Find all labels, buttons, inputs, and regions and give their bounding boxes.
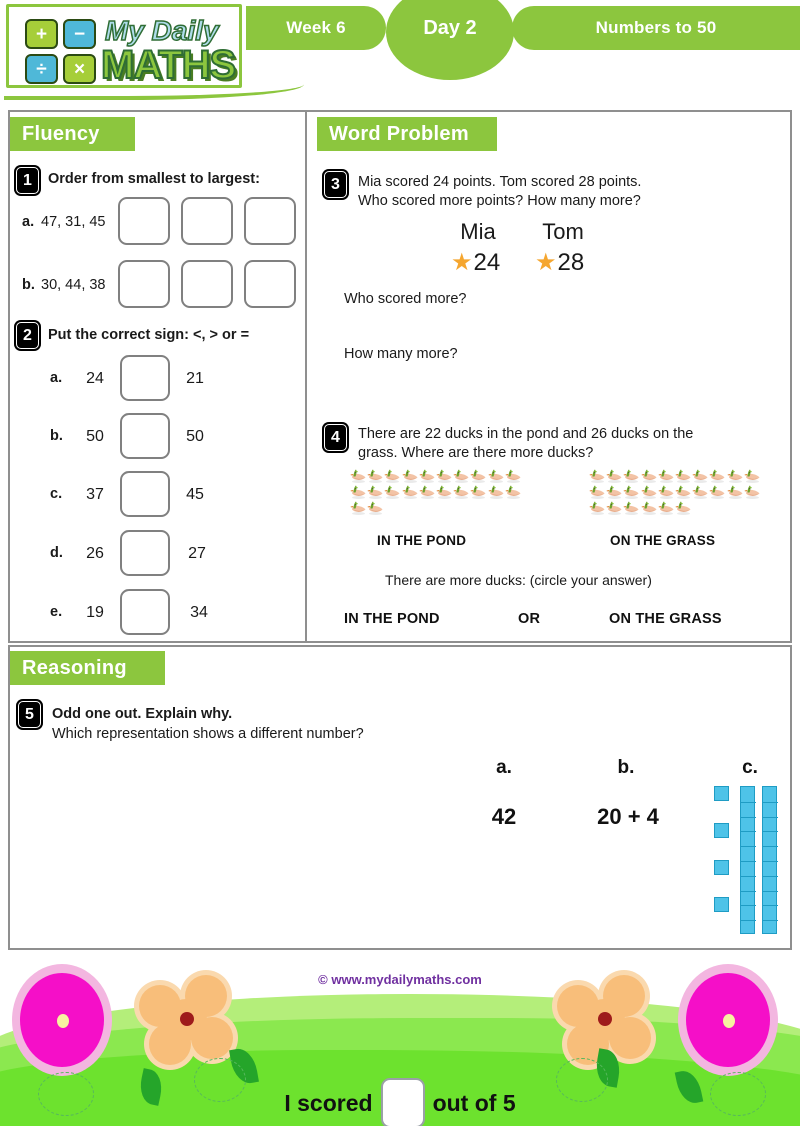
duck-icon xyxy=(691,484,708,500)
q2-row-a-box[interactable] xyxy=(120,355,170,401)
duck-icon xyxy=(605,500,622,516)
flower-center xyxy=(57,1014,69,1028)
question-2-prompt: Put the correct sign: <, > or = xyxy=(48,327,250,343)
q1-row-b-box-2[interactable] xyxy=(181,260,233,308)
q1-row-b-box-3[interactable] xyxy=(244,260,296,308)
question-5-prompt-line2: Which representation shows a different number? xyxy=(52,726,364,742)
duck-icon xyxy=(640,500,657,516)
score-name-mia: Mia xyxy=(460,219,496,244)
duck-icon xyxy=(383,468,400,484)
question-3-sub-1: Who scored more? xyxy=(344,291,467,307)
duck-icon xyxy=(383,484,400,500)
duck-icon xyxy=(366,500,383,516)
duck-icon xyxy=(640,484,657,500)
duck-icon xyxy=(588,500,605,516)
flower-center xyxy=(180,1012,194,1026)
duck-icon xyxy=(743,484,760,500)
duck-icon xyxy=(657,468,674,484)
unit-cube xyxy=(714,860,729,875)
duck-icon xyxy=(401,484,418,500)
duck-icon xyxy=(504,484,521,500)
flower-center xyxy=(598,1012,612,1026)
copyright-line xyxy=(0,972,800,987)
duck-icon xyxy=(588,468,605,484)
q2-row-e-left: 19 xyxy=(86,604,104,621)
duck-icon xyxy=(487,468,504,484)
question-5-prompt-line1: Odd one out. Explain why. xyxy=(52,706,233,722)
q2-row-d-label: d. xyxy=(50,545,63,561)
question-3-sub-2: How many more? xyxy=(344,346,458,362)
section-header-reasoning: Reasoning xyxy=(10,651,165,685)
self-score-strip xyxy=(0,1078,800,1126)
duck-icon xyxy=(349,468,366,484)
logo-word-my-daily: My Daily xyxy=(105,15,219,46)
q2-row-d-right: 27 xyxy=(188,545,206,562)
ten-rod xyxy=(762,786,777,934)
q1-row-b-values: 30, 44, 38 xyxy=(41,277,106,293)
page-footer xyxy=(0,952,800,1126)
q2-row-b-box[interactable] xyxy=(120,413,170,459)
option-c-label: c. xyxy=(742,757,758,778)
bottom-panel xyxy=(8,645,792,950)
option-a-label: a. xyxy=(496,757,512,778)
duck-icon xyxy=(691,468,708,484)
ten-rod xyxy=(740,786,755,934)
duck-icon xyxy=(674,500,691,516)
divide-icon: ÷ xyxy=(25,54,58,84)
q2-row-c-right: 45 xyxy=(186,486,204,503)
score-value-tom: 28 xyxy=(557,249,585,276)
q2-row-d-box[interactable] xyxy=(120,530,170,576)
star-icon: ★ xyxy=(451,249,473,276)
score-value-tom-group xyxy=(535,249,584,277)
duck-icon xyxy=(401,468,418,484)
duck-group-grass-label: ON THE GRASS xyxy=(610,533,716,548)
duck-icon xyxy=(435,468,452,484)
q2-row-b-left: 50 xyxy=(86,428,104,445)
question-4-prompt-line1: There are 22 ducks in the pond and 26 ducks on the xyxy=(358,426,694,442)
duck-icon xyxy=(452,468,469,484)
q1-row-a-box-1[interactable] xyxy=(118,197,170,245)
unit-cube xyxy=(714,823,729,838)
duck-icon xyxy=(469,484,486,500)
question-number-4: 4 xyxy=(322,422,349,453)
score-prefix-label: I scored xyxy=(284,1089,373,1116)
question-1-prompt: Order from smallest to largest: xyxy=(48,171,260,187)
question-number-2: 2 xyxy=(14,320,41,351)
duck-icon xyxy=(674,468,691,484)
duck-icon xyxy=(743,468,760,484)
duck-icon xyxy=(657,484,674,500)
panel-divider xyxy=(305,112,307,641)
duck-group-pond xyxy=(349,468,521,516)
score-name-tom: Tom xyxy=(542,219,584,244)
duck-icon xyxy=(708,484,725,500)
duck-icon xyxy=(435,484,452,500)
question-number-5: 5 xyxy=(16,699,43,730)
multiply-icon: × xyxy=(63,54,96,84)
section-header-fluency: Fluency xyxy=(10,117,135,151)
q1-row-b-box-1[interactable] xyxy=(118,260,170,308)
q2-row-e-label: e. xyxy=(50,604,63,620)
logo-swoosh xyxy=(4,74,304,100)
duck-icon xyxy=(674,484,691,500)
q1-row-b-label: b. xyxy=(22,277,35,293)
duck-icon xyxy=(418,468,435,484)
question-number-1: 1 xyxy=(14,165,41,196)
score-value-mia-group xyxy=(451,249,500,277)
score-value-mia: 24 xyxy=(473,249,501,276)
q2-row-b-label: b. xyxy=(50,428,63,444)
q2-row-e-box[interactable] xyxy=(120,589,170,635)
duck-icon xyxy=(726,484,743,500)
duck-icon xyxy=(640,468,657,484)
flower-center xyxy=(723,1014,735,1028)
score-input-box[interactable] xyxy=(381,1078,425,1126)
q2-row-c-label: c. xyxy=(50,486,63,502)
q2-row-a-left: 24 xyxy=(86,370,104,387)
q1-row-a-values: 47, 31, 45 xyxy=(41,214,106,230)
option-c-base-ten-blocks[interactable] xyxy=(714,786,778,934)
duck-icon xyxy=(708,468,725,484)
website-link[interactable]: www.mydailymaths.com xyxy=(331,972,482,987)
section-header-word-problem: Word Problem xyxy=(317,117,497,151)
copyright-icon: © xyxy=(318,972,328,987)
duck-icon xyxy=(605,484,622,500)
unit-cube xyxy=(714,786,729,801)
plus-icon: + xyxy=(25,19,58,49)
choice-in-the-pond[interactable]: IN THE POND xyxy=(344,611,440,627)
page-header xyxy=(0,0,800,106)
duck-icon xyxy=(366,484,383,500)
q2-row-a-right: 21 xyxy=(186,370,204,387)
duck-icon xyxy=(622,468,639,484)
q1-row-a-box-2[interactable] xyxy=(181,197,233,245)
q2-row-b-right: 50 xyxy=(186,428,204,445)
question-3-prompt-line2: Who scored more points? How many more? xyxy=(358,193,641,209)
option-b-value[interactable]: 20 + 4 xyxy=(597,804,659,829)
star-icon: ★ xyxy=(535,249,557,276)
duck-group-pond-label: IN THE POND xyxy=(377,533,467,548)
duck-icon xyxy=(622,484,639,500)
day-label: Day 2 xyxy=(423,16,477,39)
topic-label: Numbers to 50 xyxy=(595,18,717,37)
duck-icon xyxy=(349,484,366,500)
duck-icon xyxy=(588,484,605,500)
choice-or: OR xyxy=(518,611,541,627)
duck-icon xyxy=(487,484,504,500)
duck-group-grass xyxy=(588,468,760,516)
duck-icon xyxy=(452,484,469,500)
q2-row-c-box[interactable] xyxy=(120,471,170,517)
question-number-3: 3 xyxy=(322,169,349,200)
duck-icon xyxy=(366,468,383,484)
duck-icon xyxy=(657,500,674,516)
question-3-prompt-line1: Mia scored 24 points. Tom scored 28 points. xyxy=(358,174,642,190)
duck-icon xyxy=(504,468,521,484)
q1-row-a-box-3[interactable] xyxy=(244,197,296,245)
score-suffix-label: out of 5 xyxy=(432,1089,516,1116)
duck-icon xyxy=(418,484,435,500)
question-4-prompt-line2: grass. Where are there more ducks? xyxy=(358,445,594,461)
week-label: Week 6 xyxy=(286,18,346,37)
choice-on-the-grass[interactable]: ON THE GRASS xyxy=(609,611,722,627)
minus-icon: − xyxy=(63,19,96,49)
duck-icon xyxy=(349,500,366,516)
duck-icon xyxy=(622,500,639,516)
q1-row-a-label: a. xyxy=(22,214,35,230)
duck-icon xyxy=(469,468,486,484)
duck-icon xyxy=(605,468,622,484)
option-a-value[interactable]: 42 xyxy=(491,804,517,829)
option-b-label: b. xyxy=(617,757,635,778)
q2-row-a-label: a. xyxy=(50,370,63,386)
question-4-instruction: There are more ducks: (circle your answer) xyxy=(385,572,652,588)
duck-icon xyxy=(726,468,743,484)
unit-cube xyxy=(714,897,729,912)
logo-word-maths: MATHS xyxy=(101,43,236,87)
q2-row-c-left: 37 xyxy=(86,486,104,503)
q2-row-e-right: 34 xyxy=(190,604,208,621)
q2-row-d-left: 26 xyxy=(86,545,104,562)
